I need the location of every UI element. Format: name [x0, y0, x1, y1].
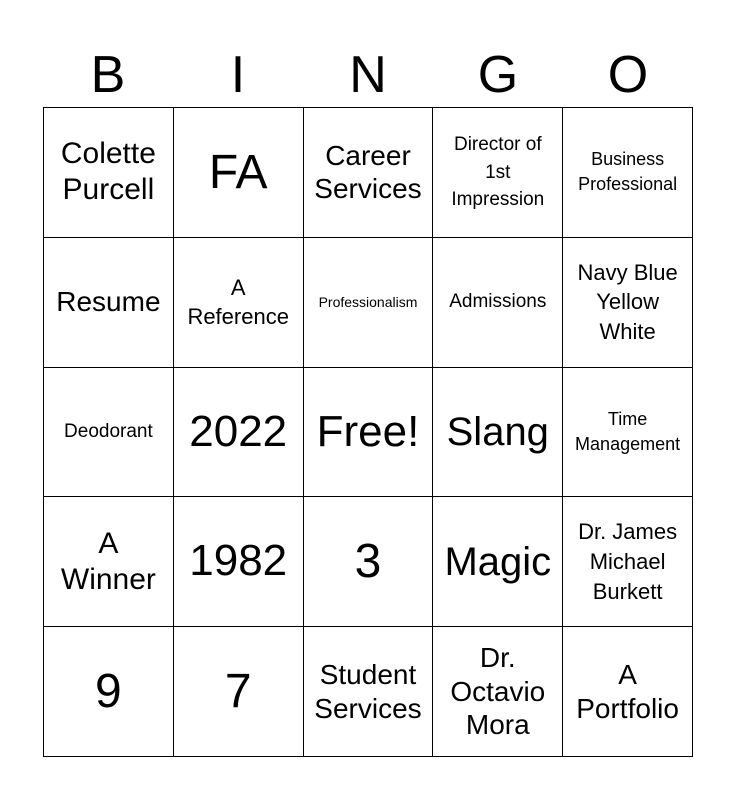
bingo-cell[interactable] — [563, 497, 693, 627]
cell-text: Dr. James Michael Burkett — [578, 519, 678, 604]
cell-text: 9 — [95, 665, 122, 718]
cell-text: A Winner — [60, 526, 156, 596]
bingo-cell[interactable] — [433, 368, 563, 498]
bingo-cell[interactable] — [433, 627, 563, 757]
bingo-cell[interactable] — [174, 238, 304, 368]
bingo-cell[interactable] — [44, 238, 174, 368]
cell-text: Deodorant — [64, 421, 153, 443]
bingo-cell[interactable] — [44, 108, 174, 238]
cell-text: Admissions — [449, 291, 547, 313]
cell-text: 2022 — [189, 406, 288, 456]
cell-text: Student Services — [314, 659, 422, 724]
bingo-cell[interactable] — [433, 108, 563, 238]
bingo-cell[interactable] — [174, 108, 304, 238]
header-letter-b: B — [90, 46, 126, 104]
header-letter-g: G — [477, 46, 519, 104]
cell-text: Director of 1st Impression — [451, 134, 545, 211]
header-letter-o: O — [607, 46, 649, 104]
cell-text: Colette Purcell — [60, 137, 156, 207]
cell-text: Slang — [446, 409, 549, 454]
bingo-grid — [43, 107, 693, 757]
bingo-cell[interactable] — [433, 497, 563, 627]
cell-text: Magic — [444, 539, 552, 584]
bingo-cell[interactable] — [174, 368, 304, 498]
bingo-cell[interactable] — [563, 368, 693, 498]
bingo-cell[interactable] — [304, 108, 434, 238]
free-cell[interactable] — [304, 368, 434, 498]
cell-text: Business Professional — [578, 149, 678, 195]
bingo-header — [43, 46, 693, 104]
cell-text: 3 — [354, 535, 382, 589]
bingo-cell[interactable] — [44, 368, 174, 498]
bingo-cell[interactable] — [563, 627, 693, 757]
cell-text: Professionalism — [318, 294, 418, 311]
bingo-cell[interactable] — [563, 108, 693, 238]
bingo-cell[interactable] — [304, 497, 434, 627]
bingo-cell[interactable] — [44, 627, 174, 757]
header-letter-n: N — [349, 46, 387, 104]
cell-text: A Portfolio — [576, 659, 679, 724]
bingo-cell[interactable] — [174, 497, 304, 627]
cell-text: Career Services — [314, 139, 422, 205]
cell-text: Dr. Octavio Mora — [450, 642, 546, 741]
header-letter-i: I — [230, 46, 246, 104]
cell-text: Free! — [316, 406, 420, 456]
cell-text: 7 — [224, 665, 252, 718]
cell-text: A Reference — [187, 274, 289, 330]
cell-text: 1982 — [189, 536, 288, 586]
cell-text: Time Management — [575, 408, 681, 454]
bingo-cell[interactable] — [433, 238, 563, 368]
bingo-cell[interactable] — [563, 238, 693, 368]
bingo-cell[interactable] — [174, 627, 304, 757]
cell-text: FA — [208, 145, 268, 199]
bingo-cell[interactable] — [44, 497, 174, 627]
cell-text: Resume — [56, 286, 161, 318]
bingo-cell[interactable] — [304, 238, 434, 368]
cell-text: Navy Blue Yellow White — [577, 259, 678, 345]
bingo-cell[interactable] — [304, 627, 434, 757]
